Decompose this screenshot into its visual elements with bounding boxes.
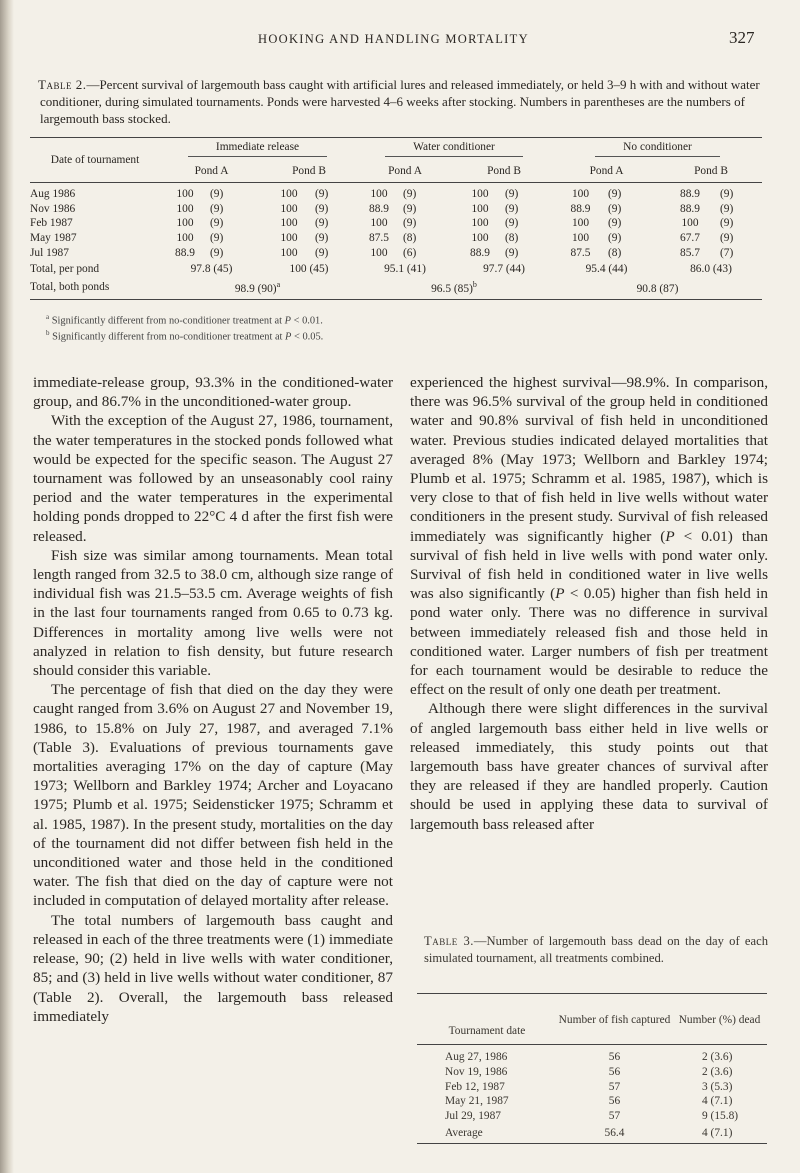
table3-row <box>417 1045 767 1065</box>
table3-label: Table 3. <box>424 934 474 948</box>
table2-cell: 88.9 <box>175 246 195 259</box>
table2-cell: (8) <box>505 232 519 245</box>
table2-cell: 88.9 <box>570 202 591 215</box>
table3-header: Tournament date <box>417 994 557 1045</box>
table2-total-cell: 97.8 (45) <box>190 262 233 275</box>
table2-cell: (6) <box>403 246 417 259</box>
paragraph: Although there were slight differences in the survival of angled largemouth bass either held in live wells or released immediately, this study points out that largemouth bass have greater chances of survival after they are released if they are handled properly. Caution should be used in applying these data to survival of largemouth bass released after <box>410 700 768 833</box>
paragraph: experienced the highest survival—98.9%. In comparison, there was 96.5% survival of the group held in conditioned water and 90.8% survival of fish held in unconditioned water. Previous studies indicated delayed mortalities that averaged 8% (May 1973; Wellborn and Barkley 1974; Plumb et al. 1975; Schramm et al. 1985, 1987), which is very close to that of fish held in live wells without water conditioners in the present study. Survival of fish released immediately was significantly higher (P < 0.01) than survival of fish held in live wells with pond water only. Survival of fish held in conditioned water in live wells was also significantly (P < 0.05) higher than fish held in pond water only. There was no difference in survival between immediately released fish and those held in conditioned water. Larger numbers of fish per treatment for each tournament would be desirable to reduce the effect on the result of only one death per treatment. <box>410 374 768 699</box>
table2-group-water-conditioner: Water conditioner <box>355 138 553 161</box>
table2-row <box>30 245 762 260</box>
table2-total-cell: 86.0 (43) <box>690 262 732 275</box>
table2-cell: (9) <box>403 188 417 201</box>
table2-total-cell: 95.1 (41) <box>384 262 426 275</box>
table2-total-cell: 97.7 (44) <box>483 262 525 275</box>
table2-cell: (9) <box>315 217 329 230</box>
table2-cell: (9) <box>720 188 734 201</box>
table2-cell: 100 <box>176 202 194 215</box>
table2-row-label: Total, both ponds <box>30 278 160 300</box>
running-head: HOOKING AND HANDLING MORTALITY <box>258 32 529 46</box>
table3-row <box>417 1065 767 1080</box>
table2-cell: 100 <box>280 217 298 230</box>
table2-total-cell: 100 (45) <box>289 262 329 275</box>
page-binding-shadow <box>0 0 14 1173</box>
table2-cell: 100 <box>681 217 699 230</box>
table2-cell: (9) <box>315 246 329 259</box>
table2-cell: (9) <box>210 202 224 215</box>
table2-footnote-a: $^a$ Significantly different from no-conditioner treatment at P < 0.01. <box>46 313 323 327</box>
paragraph: Fish size was similar among tournaments. Mean total length ranged from 32.5 to 38.0 cm, although size range of individual fish was 21.5–53.5 cm. Average weights of fish in the last four tournaments ranged from 0.65 to 0.73 kg. Differences in mortality among live wells were not analyzed in relation to fish density, but future research should consider this variable. <box>33 546 393 680</box>
table2-date-cell: May 1987 <box>30 232 77 245</box>
table2-date-cell: Jul 1987 <box>30 246 69 259</box>
table2-footnote-b: $^b$ Significantly different from no-conditioner treatment at P < 0.05. <box>46 329 324 343</box>
table2-date-header: Date of tournament <box>30 138 160 183</box>
page-header <box>0 30 800 50</box>
table2-pond-header: Pond A <box>553 160 660 183</box>
table3-cell: 4 (7.1) <box>672 1123 767 1144</box>
table2-cell: 88.9 <box>470 246 490 259</box>
table2-cell: 100 <box>280 202 298 215</box>
table2-row <box>30 216 762 231</box>
table2-pond-header: Pond B <box>263 160 355 183</box>
table2-row <box>30 183 762 202</box>
table2-pond-header: Pond A <box>355 160 455 183</box>
table2-caption-text: —Percent survival of largemouth bass caught with artificial lures and released immediately, or held 3–9 h with and without water conditioner, during simulated tournaments. Ponds were harvested 4–6 weeks after stocking. Numbers in parentheses are the numbers of largemouth bass stocked. <box>40 77 760 126</box>
table2-cell: 100 <box>370 217 388 230</box>
table2-cell: (9) <box>315 232 329 245</box>
table3-body <box>417 1045 767 1124</box>
table3-cell: 2 (3.6) <box>702 1051 733 1064</box>
table2-cell: (8) <box>608 246 622 259</box>
table2-date-cell: Nov 1986 <box>30 202 76 215</box>
table2-cell: (9) <box>608 202 622 215</box>
table2-cell: (9) <box>403 217 417 230</box>
paragraph: With the exception of the August 27, 1986, tournament, the water temperatures in the stocked ponds followed what would be expected for the specific season. The August 27 tournament was followed by an unseasonably cool rainy period and the water temperatures in the experimental holding ponds dropped to 22°C 4 d after the first fish were released. <box>33 412 393 545</box>
table2-cell: (9) <box>505 188 519 201</box>
paragraph: The percentage of fish that died on the day they were caught ranged from 3.6% on August 27 and November 19, 1986, to 15.8% on July 27, 1987, and averaged 7.1% (Table 3). Evaluations of previous tournaments gave mortalities averaging 17% on the day of capture (May 1973; Wellborn and Barkley 1974; Archer and Loyacano 1975; Plumb et al. 1975; Seidensticker 1975; Schramm et al. 1985, 1987). In the present study, mortalities on the day of the tournament did not differ between fish held in the unconditioned water and those held in the conditioned water. The fish that died on the day of capture were not included in computation of delayed mortality after release. <box>33 681 393 910</box>
table2-cell: (9) <box>720 202 734 215</box>
table2-cell: 88.9 <box>680 188 700 201</box>
table2-cell: 100 <box>280 246 298 259</box>
table2-total-both-cell: 98.9 $(90)^a$ <box>160 278 355 300</box>
table2-pond-header: Pond B <box>660 160 762 183</box>
table3-cell: 2 (3.6) <box>702 1066 733 1079</box>
table3 <box>417 993 767 1144</box>
table2-group-no-conditioner: No conditioner <box>553 138 762 161</box>
table3-average-row <box>417 1123 767 1144</box>
table2-cell: 100 <box>280 188 298 201</box>
table2-cell: (9) <box>315 202 329 215</box>
table2-cell: 88.9 <box>680 202 700 215</box>
right-column <box>410 373 768 834</box>
table2-cell: (9) <box>210 232 224 245</box>
table3-cell: Average <box>417 1123 557 1144</box>
table2-caption <box>40 76 760 127</box>
table2-date-cell: Feb 1987 <box>30 217 73 230</box>
table3-row <box>417 1109 767 1124</box>
table2-cell: (9) <box>608 188 622 201</box>
table3-cell: Jul 29, 1987 <box>445 1110 502 1123</box>
table2-cell: 100 <box>370 188 388 201</box>
table2-total-both-cell: 96.5 $(85)^b$ <box>355 278 553 300</box>
table3-cell: 57 <box>608 1110 621 1123</box>
table3-cell: 56.4 <box>557 1123 672 1144</box>
table2-cell: 100 <box>176 217 194 230</box>
table3-row <box>417 1079 767 1094</box>
table2-total-both-row <box>30 278 762 300</box>
page-number: 327 <box>729 28 755 47</box>
table3-cell: 56 <box>608 1066 621 1079</box>
table3-cell: 3 (5.3) <box>702 1080 733 1093</box>
table2-cell: (9) <box>210 188 224 201</box>
table3-caption: Table 3.—Number of largemouth bass dead on the day of each simulated tournament, all treatments combined. <box>424 934 768 965</box>
table2-cell: 100 <box>471 202 489 215</box>
table3-cell: 9 (15.8) <box>702 1110 739 1123</box>
table2-cell: 100 <box>571 232 590 245</box>
table2-cell: 100 <box>471 232 489 245</box>
table2-cell: 100 <box>370 246 388 259</box>
table2-cell: 100 <box>176 188 194 201</box>
table2-cell: (9) <box>315 188 329 201</box>
paragraph: immediate-release group, 93.3% in the conditioned-water group, and 86.7% in the unconditioned-water group. <box>33 374 393 411</box>
table2-body <box>30 183 762 260</box>
table2-cell: 88.9 <box>369 202 389 215</box>
table2-cell: 100 <box>280 232 298 245</box>
paragraph: The total numbers of largemouth bass caught and released in each of the three treatments were (1) immediate release, 90; (2) held in live wells with water conditioner, 85; and (3) held in live wells without water conditioner, 87 (Table 2). Overall, the largemouth bass released immediately <box>33 911 393 1025</box>
table2-label: Table 2. <box>38 77 87 92</box>
table2-row <box>30 202 762 217</box>
table2-cell: (9) <box>403 202 417 215</box>
table2-cell: (7) <box>720 246 734 259</box>
table3-cell: 4 (7.1) <box>702 1095 733 1108</box>
table3-row <box>417 1094 767 1109</box>
table2-cell: (9) <box>608 232 622 245</box>
table2 <box>30 137 762 300</box>
table2-row-label: Total, per pond <box>30 262 100 275</box>
table3-cell: May 21, 1987 <box>445 1095 509 1108</box>
table2-date-cell: Aug 1986 <box>30 188 76 201</box>
table2-total-per-pond-row <box>30 260 762 278</box>
table2-cell: 85.7 <box>680 246 700 259</box>
table2-cell: 100 <box>571 217 590 230</box>
table2-cell: (8) <box>403 232 417 245</box>
table2-cell: 100 <box>176 232 194 245</box>
table2-cell: 67.7 <box>680 232 700 245</box>
table3-header: Number of fish captured <box>557 994 672 1045</box>
table2-cell: (9) <box>505 246 519 259</box>
table2-cell: (9) <box>720 217 734 230</box>
table2-cell: 87.5 <box>369 232 389 245</box>
table2-pond-header: Pond A <box>160 160 263 183</box>
table3-header: Number (%) dead <box>672 994 767 1045</box>
table2-cell: (9) <box>720 232 734 245</box>
table2-row <box>30 231 762 246</box>
table3-cell: Aug 27, 1986 <box>445 1051 508 1064</box>
left-column <box>33 373 393 1026</box>
table2-cell: (9) <box>210 246 224 259</box>
table2-cell: 100 <box>471 217 489 230</box>
table2-cell: (9) <box>505 217 519 230</box>
table2-total-both-cell: 90.8 (87) <box>553 278 762 300</box>
table2-cell: 100 <box>471 188 489 201</box>
table2-cell: (9) <box>505 202 519 215</box>
table3-cell: Nov 19, 1986 <box>445 1066 508 1079</box>
table2-cell: (9) <box>608 217 622 230</box>
table3-cell: 56 <box>608 1095 621 1108</box>
table2-cell: (9) <box>210 217 224 230</box>
table2-total-cell: 95.4 (44) <box>585 262 628 275</box>
table2-pond-header: Pond B <box>455 160 553 183</box>
table2-cell: 87.5 <box>570 246 591 259</box>
table3-cell: Feb 12, 1987 <box>445 1080 505 1093</box>
table3-cell: 56 <box>608 1051 621 1064</box>
table2-cell: 100 <box>571 188 590 201</box>
table2-group-immediate-release: Immediate release <box>160 138 355 161</box>
table3-cell: 57 <box>608 1080 621 1093</box>
